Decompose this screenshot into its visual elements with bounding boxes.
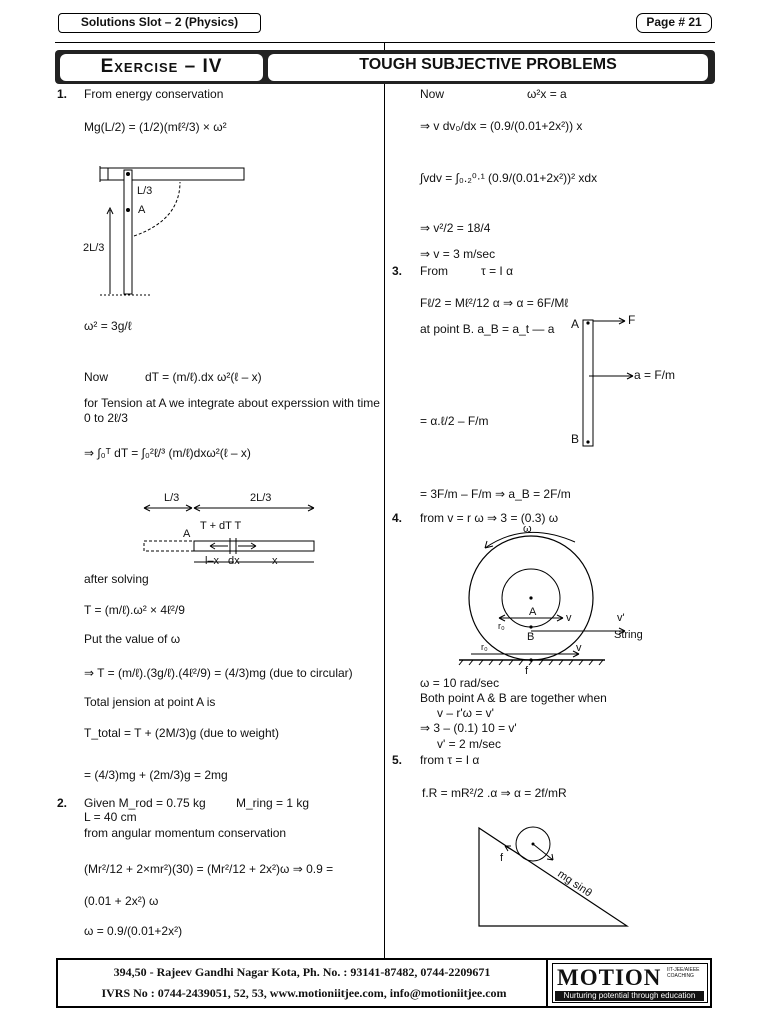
footer-divider <box>546 960 548 1006</box>
fig3-B: B <box>571 432 580 446</box>
p2-from: from angular momentum conservation <box>84 826 287 840</box>
motion-brand: MOTION <box>557 965 662 990</box>
fig4-vprime: v' <box>617 612 625 624</box>
fig1-l3: L/3 <box>137 185 153 197</box>
page-number: Page # 21 <box>646 15 702 29</box>
r-eq3: ⇒ v²/2 = 18/4 <box>420 221 491 235</box>
p1-total: Total jension at point A is <box>84 695 216 709</box>
p1-T2: ⇒ T = (m/ℓ).(3g/ℓ).(4ℓ²/9) = (4/3)mg (due to circular) <box>84 666 353 680</box>
p2-omega: ω = 0.9/(0.01+2x²) <box>84 924 183 938</box>
fig4-r0: r₀ <box>498 621 505 631</box>
fig4-r0b: r₀ <box>481 642 488 652</box>
r-eq1: ⇒ v dv₀/dx = (0.9/(0.01+2x²)) x <box>420 119 583 133</box>
p1-now: Now <box>84 370 109 384</box>
fig5-mg: mg sinθ <box>555 868 594 900</box>
exercise-label: Exercise – IV <box>100 56 223 77</box>
motion-side-note: IIT-JEE/AIEEE COACHING <box>667 967 700 979</box>
problem-3-number: 3. <box>392 264 403 278</box>
p3-eq: Fℓ/2 = Mℓ²/12 α ⇒ α = 6F/Mℓ <box>420 296 569 310</box>
fig4-A: A <box>529 606 537 618</box>
p2-given: Given M_rod = 0.75 kg <box>84 796 206 810</box>
motion-tagline: Nurturing potential through education <box>555 991 704 1001</box>
p2-mring: M_ring = 1 kg <box>236 796 310 810</box>
fig4-f: f <box>525 665 529 677</box>
p4-w: ω = 10 rad/sec <box>420 676 500 690</box>
problem-4-number: 4. <box>392 511 403 525</box>
p1-omega: ω² = 3g/ℓ <box>84 319 132 333</box>
p1-put: Put the value of ω <box>84 632 181 646</box>
r-eq4: ⇒ v = 3 m/sec <box>420 247 496 261</box>
footer-address: 394,50 - Rajeev Gandhi Nagar Kota, Ph. No. : 93141-87482, 0744-2209671 <box>113 965 491 979</box>
motion-logo <box>552 963 708 1003</box>
fig5-f: f <box>500 852 504 864</box>
fig1-a: A <box>138 204 146 216</box>
fig4-B: B <box>527 631 535 643</box>
fig2-a: A <box>183 528 191 540</box>
problem-5-number: 5. <box>392 753 403 767</box>
p4-e1: v – r'ω = v' <box>437 706 494 720</box>
p2-eq: (Mr²/12 + 2×mr²)(30) = (Mr²/12 + 2x²)ω ⇒ 0.9 = <box>84 862 334 876</box>
r-now: Now <box>420 87 445 101</box>
fig3-A: A <box>571 317 580 331</box>
banner-title-box <box>268 54 708 81</box>
p1-after: after solving <box>84 572 149 586</box>
p4-both: Both point A & B are together when <box>420 691 607 705</box>
banner-title: TOUGH SUBJECTIVE PROBLEMS <box>359 56 617 73</box>
page-number-box <box>636 13 712 33</box>
fig3-a: a = F/m <box>634 368 676 382</box>
exercise-box <box>60 54 263 81</box>
p1-tension2: 0 to 2ℓ/3 <box>84 411 128 425</box>
p1-T: T = (m/ℓ).ω² × 4ℓ²/9 <box>84 603 185 617</box>
fig4-v: v <box>566 612 572 624</box>
p3-atB: at point B. a_B = a_t — a <box>420 322 555 336</box>
footer-contacts: IVRS No : 0744-2439051, 52, 53, www.motioniitjee.com, info@motioniitjee.com <box>101 986 507 1000</box>
fig4-v2: v <box>576 642 582 654</box>
p2-L: L = 40 cm <box>84 810 137 824</box>
figure-5-incline <box>475 820 635 930</box>
p1-integral: ⇒ ∫₀ᵀ dT = ∫₀²ℓ/³ (m/ℓ)dxω²(ℓ – x) <box>84 446 251 460</box>
p1-dt: dT = (m/ℓ).dx ω²(ℓ – x) <box>145 370 262 384</box>
fig2-2l3: 2L/3 <box>250 492 272 504</box>
p3-tau: τ = I α <box>481 264 514 278</box>
fig2-t: T + dT T <box>200 520 242 532</box>
p3-from: From <box>420 264 448 278</box>
header-left-label: Solutions Slot – 2 (Physics) <box>80 15 239 29</box>
p1-final: = (4/3)mg + (2m/3)g = 2mg <box>84 768 228 782</box>
p4-from: from v = r ω ⇒ 3 = (0.3) ω <box>420 511 559 525</box>
fig3-F: F <box>628 313 636 327</box>
fig1-2l3: 2L/3 <box>83 242 105 254</box>
r-eq2: ∫vdv = ∫₀.₂⁰·¹ (0.9/(0.01+2x²))² xdx <box>420 171 598 185</box>
fig2-lx: l–x <box>205 555 220 567</box>
p1-eq1: Mg(L/2) = (1/2)(mℓ²/3) × ω² <box>84 120 227 134</box>
p1-intro: From energy conservation <box>84 87 224 101</box>
r-w2x: ω²x = a <box>527 87 567 101</box>
problem-1-number: 1. <box>57 87 68 101</box>
p1-tension1: for Tension at A we integrate about experssion with time <box>84 396 380 410</box>
p5-from: from τ = I α <box>420 753 480 767</box>
p1-Ttotal: T_total = T + (2M/3)g (due to weight) <box>84 726 279 740</box>
column-divider <box>384 42 385 958</box>
fig2-dx: dx <box>228 555 240 567</box>
fig2-l3: L/3 <box>164 492 180 504</box>
p5-eq: f.R = mR²/2 .α ⇒ α = 2f/mR <box>422 786 567 800</box>
p3-alpha: = α.ℓ/2 – F/m <box>420 414 489 428</box>
fig2-x: x <box>272 555 278 567</box>
p4-e3: v' = 2 m/sec <box>437 737 501 751</box>
p2-eq2: (0.01 + 2x²) ω <box>84 894 159 908</box>
p3-final: = 3F/m – F/m ⇒ a_B = 2F/m <box>420 487 571 501</box>
header-left-box <box>58 13 261 33</box>
fig4-omega: ω <box>523 523 532 535</box>
fig4-string: String <box>614 629 643 641</box>
p4-e2: ⇒ 3 – (0.1) 10 = v' <box>420 721 517 735</box>
problem-2-number: 2. <box>57 796 68 810</box>
footer-box <box>56 958 712 1008</box>
figure-1-rod-diagram <box>100 160 260 300</box>
header-rule <box>55 42 715 43</box>
